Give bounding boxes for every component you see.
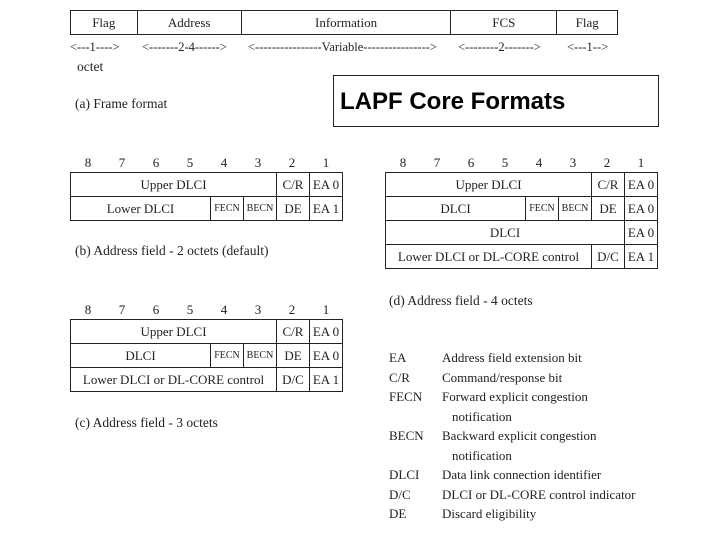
bit-number: 7	[433, 155, 441, 170]
legend-desc: Address field extension bit	[442, 350, 582, 365]
becn-cell: BECN	[559, 197, 592, 221]
bit-number: 2	[603, 155, 611, 170]
bit-number: 1	[637, 155, 645, 170]
address-4-octets-caption: (d) Address field - 4 octets	[389, 293, 533, 308]
legend-abbr: BECN	[389, 428, 424, 443]
fecn-cell: FECN	[211, 344, 244, 368]
ea-cell: EA 0	[310, 344, 343, 368]
bit-number: 4	[220, 155, 228, 170]
lower-dlci-or-control-cell: Lower DLCI or DL-CORE control	[386, 245, 592, 269]
legend-desc: Command/response bit	[442, 369, 563, 385]
ea-cell: EA 0	[625, 173, 658, 197]
frame-octet-label: octet	[77, 59, 104, 74]
ea-cell: EA 1	[625, 245, 658, 269]
address-field-4-octets-table	[385, 172, 658, 269]
bit-number: 6	[467, 155, 475, 170]
page-title: LAPF Core Formats	[340, 88, 566, 115]
bit-number: 4	[220, 302, 228, 317]
bit-numbers-d	[385, 155, 657, 171]
lower-dlci-or-control-cell: Lower DLCI or DL-CORE control	[71, 368, 277, 392]
frame-length-flag-end: <---1-->	[567, 40, 609, 54]
bit-number: 1	[322, 302, 330, 317]
address-field-2-octets-table	[70, 172, 343, 221]
ea-cell: EA 1	[310, 368, 343, 392]
bit-number: 7	[118, 302, 126, 317]
ea-cell: EA 0	[310, 173, 343, 197]
becn-cell: BECN	[244, 344, 277, 368]
bit-number: 5	[186, 155, 194, 170]
bit-number: 7	[118, 155, 126, 170]
ea-cell: EA 1	[310, 197, 343, 221]
bit-number: 8	[84, 302, 92, 317]
dlci-cell: DLCI	[71, 344, 211, 368]
legend-abbr: D/C	[389, 486, 411, 502]
dlci-cell: DLCI	[386, 197, 526, 221]
fecn-cell: FECN	[526, 197, 559, 221]
lower-dlci-cell: Lower DLCI	[71, 197, 211, 221]
dc-cell: D/C	[277, 368, 310, 392]
bit-number: 8	[399, 155, 407, 170]
legend-abbr: DLCI	[389, 467, 420, 482]
ea-cell: EA 0	[625, 197, 658, 221]
dc-cell: D/C	[592, 245, 625, 269]
bit-numbers-b	[70, 155, 342, 171]
legend-desc: notification	[452, 408, 512, 424]
legend-abbr: FECN	[389, 389, 423, 404]
frame-field-flag-end: Flag	[557, 11, 618, 35]
becn-cell: BECN	[244, 197, 277, 221]
bit-number: 8	[84, 155, 92, 170]
bit-number: 1	[322, 155, 330, 170]
frame-length-address: <-------2-4------>	[142, 40, 227, 54]
bit-number: 2	[288, 302, 296, 317]
bit-number: 5	[186, 302, 194, 317]
upper-dlci-cell: Upper DLCI	[386, 173, 592, 197]
bit-number: 4	[535, 155, 543, 170]
de-cell: DE	[277, 197, 310, 221]
bit-number: 2	[288, 155, 296, 170]
cr-cell: C/R	[277, 173, 310, 197]
frame-format-table	[70, 10, 618, 35]
legend-abbr: C/R	[389, 369, 410, 385]
frame-field-information: Information	[241, 11, 450, 35]
frame-length-fcs: <--------2------->	[458, 40, 541, 54]
legend-desc: Data link connection identifier	[442, 467, 602, 482]
cr-cell: C/R	[592, 173, 625, 197]
frame-length-flag: <---1---->	[70, 40, 120, 54]
legend	[389, 350, 689, 530]
frame-field-flag: Flag	[71, 11, 138, 35]
ea-cell: EA 0	[625, 221, 658, 245]
bit-number: 3	[254, 155, 262, 170]
de-cell: DE	[592, 197, 625, 221]
frame-field-address: Address	[137, 11, 241, 35]
cr-cell: C/R	[277, 320, 310, 344]
bit-number: 5	[501, 155, 509, 170]
fecn-cell: FECN	[211, 197, 244, 221]
address-2-octets-caption: (b) Address field - 2 octets (default)	[75, 243, 269, 258]
dlci-cell: DLCI	[386, 221, 625, 245]
legend-abbr: DE	[389, 506, 407, 521]
bit-number: 6	[152, 302, 160, 317]
upper-dlci-cell: Upper DLCI	[71, 320, 277, 344]
frame-length-information: <----------------Variable---------------->	[248, 40, 437, 54]
legend-desc: notification	[452, 447, 512, 463]
bit-number: 3	[254, 302, 262, 317]
legend-desc: DLCI or DL-CORE control indicator	[442, 486, 636, 502]
ea-cell: EA 0	[310, 320, 343, 344]
bit-number: 6	[152, 155, 160, 170]
address-field-3-octets-table	[70, 319, 343, 392]
bit-numbers-c	[70, 302, 342, 318]
legend-desc: Forward explicit congestion	[442, 389, 588, 404]
legend-desc: Backward explicit congestion	[442, 428, 597, 443]
de-cell: DE	[277, 344, 310, 368]
upper-dlci-cell: Upper DLCI	[71, 173, 277, 197]
address-3-octets-caption: (c) Address field - 3 octets	[75, 415, 218, 430]
legend-desc: Discard eligibility	[442, 506, 537, 521]
frame-field-fcs: FCS	[451, 11, 557, 35]
legend-abbr: EA	[389, 350, 407, 365]
bit-number: 3	[569, 155, 577, 170]
frame-format-caption: (a) Frame format	[75, 96, 168, 111]
